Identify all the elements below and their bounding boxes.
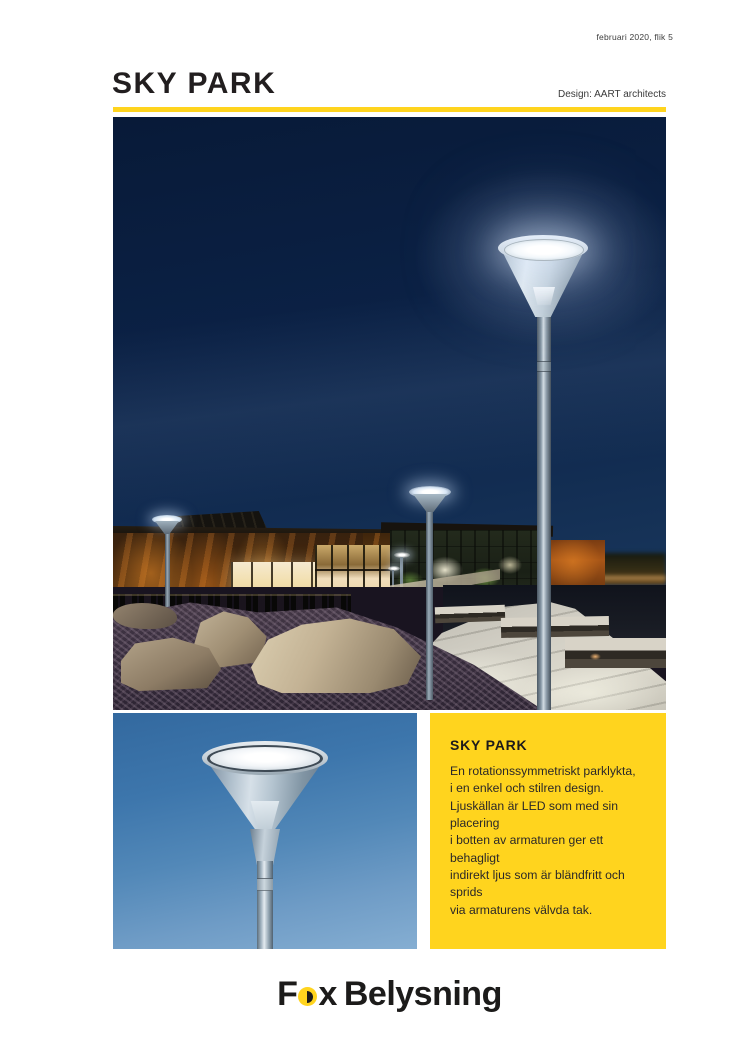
concrete-bench-2 (501, 616, 609, 638)
logo-o-lamp-icon (298, 987, 317, 1006)
boulder-back-left (113, 603, 177, 629)
foreground-lamp-pole-joint (537, 361, 551, 372)
product-detail-photo (113, 713, 417, 949)
foreground-lamp-pole (537, 313, 551, 710)
main-night-photo (113, 117, 666, 710)
info-box-heading: SKY PARK (450, 737, 528, 753)
logo-text-x: x (318, 975, 337, 1013)
concrete-bench-1 (435, 605, 506, 623)
foreground-lamp-light (504, 239, 584, 261)
far-lamp-glow-2 (388, 566, 400, 571)
logo-o-crescent (307, 991, 313, 1003)
info-box-text-line: i botten av armaturen ger ett behagligt (450, 833, 604, 865)
concrete-bench-3 (565, 638, 666, 668)
copper-block-right (543, 540, 605, 590)
logo-text-f: F (277, 975, 298, 1013)
info-box-text-line: indirekt ljus som är bländfritt och sprids (450, 867, 625, 900)
photo-vignette (113, 713, 417, 949)
header-date-note: februari 2020, flik 5 (596, 32, 673, 42)
info-box-text-line: via armaturens välvda tak. (450, 902, 593, 917)
title-underline-rule (113, 107, 666, 112)
info-box-text-line: En rotationssymmetriskt parklykta, (450, 764, 636, 778)
logo-text-belysning: Belysning (343, 975, 502, 1013)
info-box-text-line: i en enkel och stilren design. (450, 781, 604, 796)
page-title: SKY PARK (112, 67, 277, 100)
info-box-text-line: Ljuskällan är LED som med sin placering (450, 798, 618, 830)
product-info-box (430, 713, 666, 949)
design-credit: Design: AART architects (557, 89, 666, 100)
park-lamp-pole-mid (426, 511, 433, 700)
fox-belysning-logo (113, 977, 666, 1011)
